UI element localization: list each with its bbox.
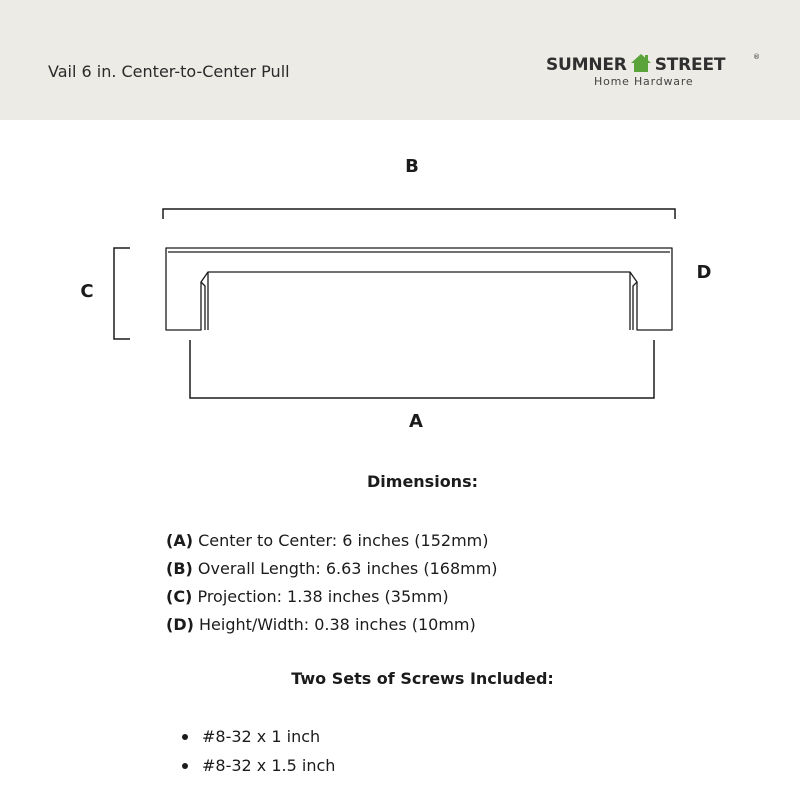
label-a: A <box>409 411 423 432</box>
screws-heading: Two Sets of Screws Included: <box>291 669 554 688</box>
label-a-bracket <box>190 340 654 398</box>
dimension-text: Overall Length: 6.63 inches (168mm) <box>192 559 498 578</box>
label-c-bracket <box>114 248 130 339</box>
pull-handle-outline <box>166 248 672 330</box>
logo-tagline: Home Hardware <box>594 75 694 88</box>
screws-list <box>182 722 335 780</box>
label-b-bracket <box>163 209 675 219</box>
label-d: D <box>696 262 712 283</box>
dimension-text: Projection: 1.38 inches (35mm) <box>192 587 449 606</box>
logo-wordmark <box>546 53 725 75</box>
brand-logo <box>546 48 762 92</box>
dimensions-list <box>166 527 498 639</box>
bullet-icon <box>182 734 188 740</box>
dimension-key: (A) <box>166 531 194 550</box>
house-icon <box>630 53 652 73</box>
dimension-key: (B) <box>166 559 193 578</box>
screw-spec: #8-32 x 1 inch <box>202 727 321 746</box>
label-c: C <box>80 281 94 302</box>
label-b: B <box>405 156 419 177</box>
logo-word-street: STREET <box>654 55 726 75</box>
dimension-text: Center to Center: 6 inches (152mm) <box>193 531 489 550</box>
product-title: Vail 6 in. Center-to-Center Pull <box>48 62 290 81</box>
dimension-item-c <box>166 583 498 611</box>
dimension-text: Height/Width: 0.38 inches (10mm) <box>193 615 476 634</box>
bullet-icon <box>182 763 188 769</box>
pull-dimension-diagram <box>0 120 800 450</box>
dimension-item-d <box>166 611 498 639</box>
registered-mark: ® <box>753 53 760 61</box>
header-banner <box>0 0 800 120</box>
dimensions-heading: Dimensions: <box>367 472 478 491</box>
dimension-item-b <box>166 555 498 583</box>
logo-word-sumner: SUMNER <box>546 55 627 75</box>
list-item <box>182 751 335 780</box>
screw-spec: #8-32 x 1.5 inch <box>202 756 336 775</box>
dimension-key: (C) <box>166 587 193 606</box>
dimension-key: (D) <box>166 615 194 634</box>
dimension-item-a <box>166 527 498 555</box>
list-item <box>182 722 335 751</box>
